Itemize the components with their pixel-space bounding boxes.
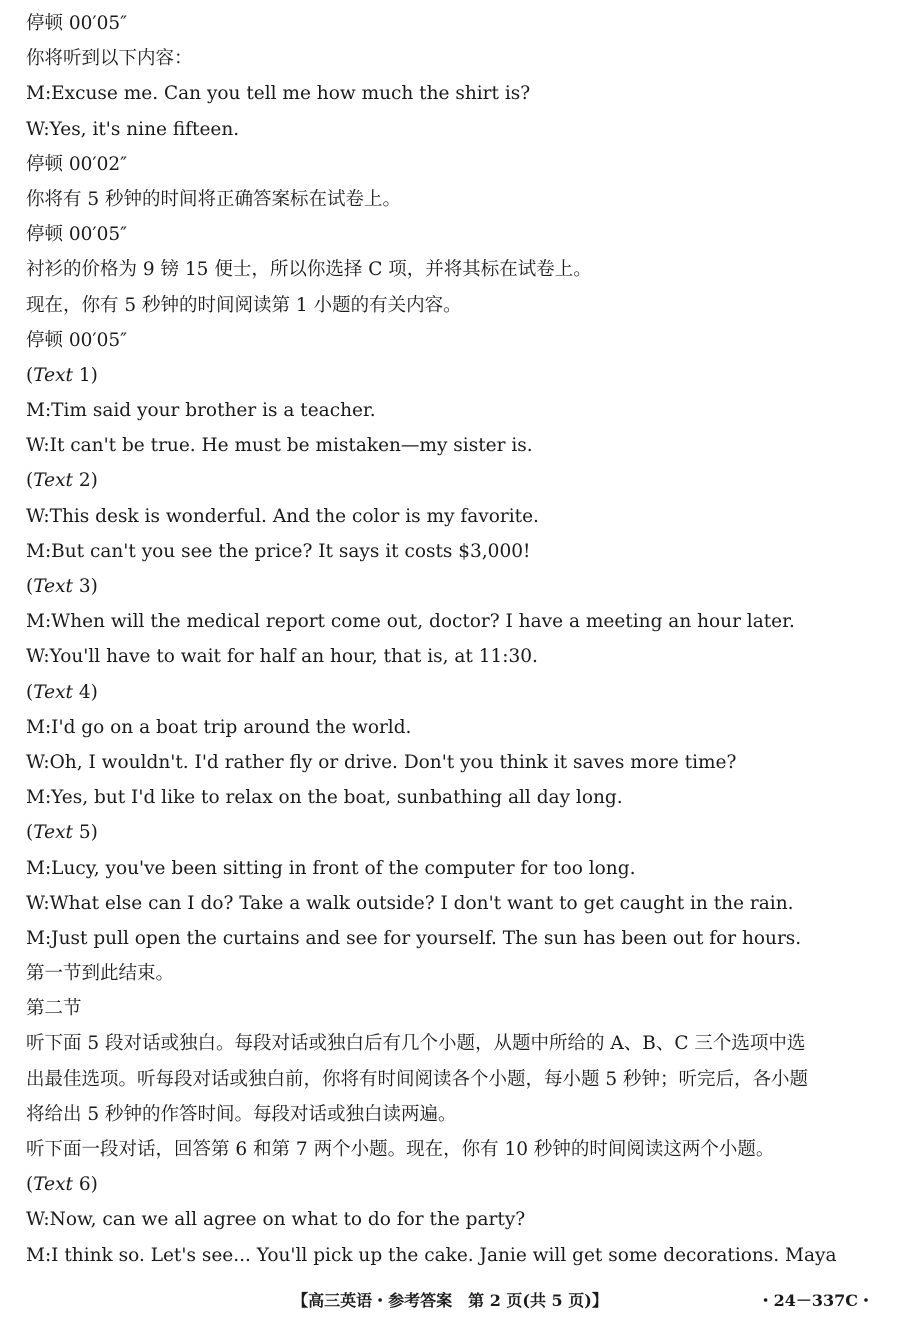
text-heading: (Text 4)	[26, 681, 98, 703]
text-heading: (Text 6)	[26, 1174, 98, 1196]
text-line: W:This desk is wonderful. And the color is my favorite.	[26, 505, 539, 527]
text-line: W:Oh, I wouldn't. I'd rather fly or drive. Don't you think it saves more time?	[26, 751, 737, 773]
document-body	[26, 6, 884, 1273]
text-line: M:But can't you see the price? It says it costs $3,000!	[26, 540, 531, 562]
text-heading: (Text 1)	[26, 364, 98, 386]
text-line: M:I'd go on a boat trip around the world.	[26, 716, 412, 738]
text-line: W:You'll have to wait for half an hour, that is, at 11:30.	[26, 646, 538, 668]
text-line: 衬衫的价格为 9 镑 15 便士，所以你选择 C 项，并将其标在试卷上。	[26, 259, 592, 281]
text-heading-word: Text	[33, 576, 73, 597]
text-line: 停顿 00′05″	[26, 13, 128, 34]
text-line: 你将听到以下内容：	[26, 48, 193, 70]
text-line: 听下面一段对话，回答第 6 和第 7 两个小题。现在，你有 10 秒钟的时间阅读这两个小题。	[26, 1139, 775, 1160]
text-line: M:Tim said your brother is a teacher.	[26, 400, 376, 422]
text-line: W:Yes, it's nine fifteen.	[26, 118, 240, 140]
text-heading: (Text 5)	[26, 822, 98, 844]
text-heading: (Text 3)	[26, 576, 98, 597]
text-line: W:Now, can we all agree on what to do for the party?	[26, 1209, 526, 1231]
text-heading-number: 2	[78, 470, 91, 492]
text-line: M:Excuse me. Can you tell me how much the shirt is?	[26, 83, 531, 105]
text-line: 停顿 00′02″	[26, 153, 128, 175]
text-line: 你将有 5 秒钟的时间将正确答案标在试卷上。	[26, 188, 402, 210]
footer-code: ・24－337C・	[757, 1291, 874, 1310]
text-line: W:It can't be true. He must be mistaken—my sister is.	[26, 435, 533, 457]
text-heading-word: Text	[33, 364, 73, 386]
text-heading-number: 1	[78, 364, 91, 386]
text-heading-number: 4	[78, 681, 91, 703]
text-line: 出最佳选项。听每段对话或独白前，你将有时间阅读各个小题，每小题 5 秒钟；听完后，各小题	[26, 1068, 809, 1090]
text-line: 第一节到此结束。	[26, 963, 175, 985]
text-line: M:When will the medical report come out, doctor? I have a meeting an hour later.	[26, 611, 795, 633]
text-line: 现在，你有 5 秒钟的时间阅读第 1 小题的有关内容。	[26, 294, 462, 316]
text-heading: (Text 2)	[26, 470, 98, 492]
text-line: M:I think so. Let's see... You'll pick up the cake. Janie will get some decorations. Maya	[26, 1244, 837, 1266]
page-footer	[0, 1286, 900, 1316]
text-line: 停顿 00′05″	[26, 224, 128, 246]
text-line: 第二节	[26, 998, 82, 1020]
text-heading-word: Text	[33, 681, 73, 703]
text-heading-word: Text	[33, 822, 73, 844]
text-heading-number: 5	[78, 822, 91, 844]
text-heading-word: Text	[33, 1174, 73, 1196]
text-line: W:What else can I do? Take a walk outside? I don't want to get caught in the rain.	[26, 892, 794, 914]
text-heading-word: Text	[33, 470, 73, 492]
text-line: M:Lucy, you've been sitting in front of the computer for too long.	[26, 857, 636, 879]
text-line: M:Just pull open the curtains and see for yourself. The sun has been out for hours.	[26, 927, 802, 949]
footer-page-info: 【高三英语・参考答案 第 2 页(共 5 页)】	[292, 1291, 608, 1310]
text-line: 停顿 00′05″	[26, 329, 128, 351]
text-line: 听下面 5 段对话或独白。每段对话或独白后有几个小题，从题中所给的 A、B、C 三个选项中选	[26, 1033, 806, 1055]
text-line: M:Yes, but I'd like to relax on the boat, sunbathing all day long.	[26, 787, 623, 809]
text-heading-number: 6	[78, 1174, 91, 1196]
text-line: 将给出 5 秒钟的作答时间。每段对话或独白读两遍。	[26, 1103, 457, 1125]
text-heading-number: 3	[78, 576, 91, 597]
